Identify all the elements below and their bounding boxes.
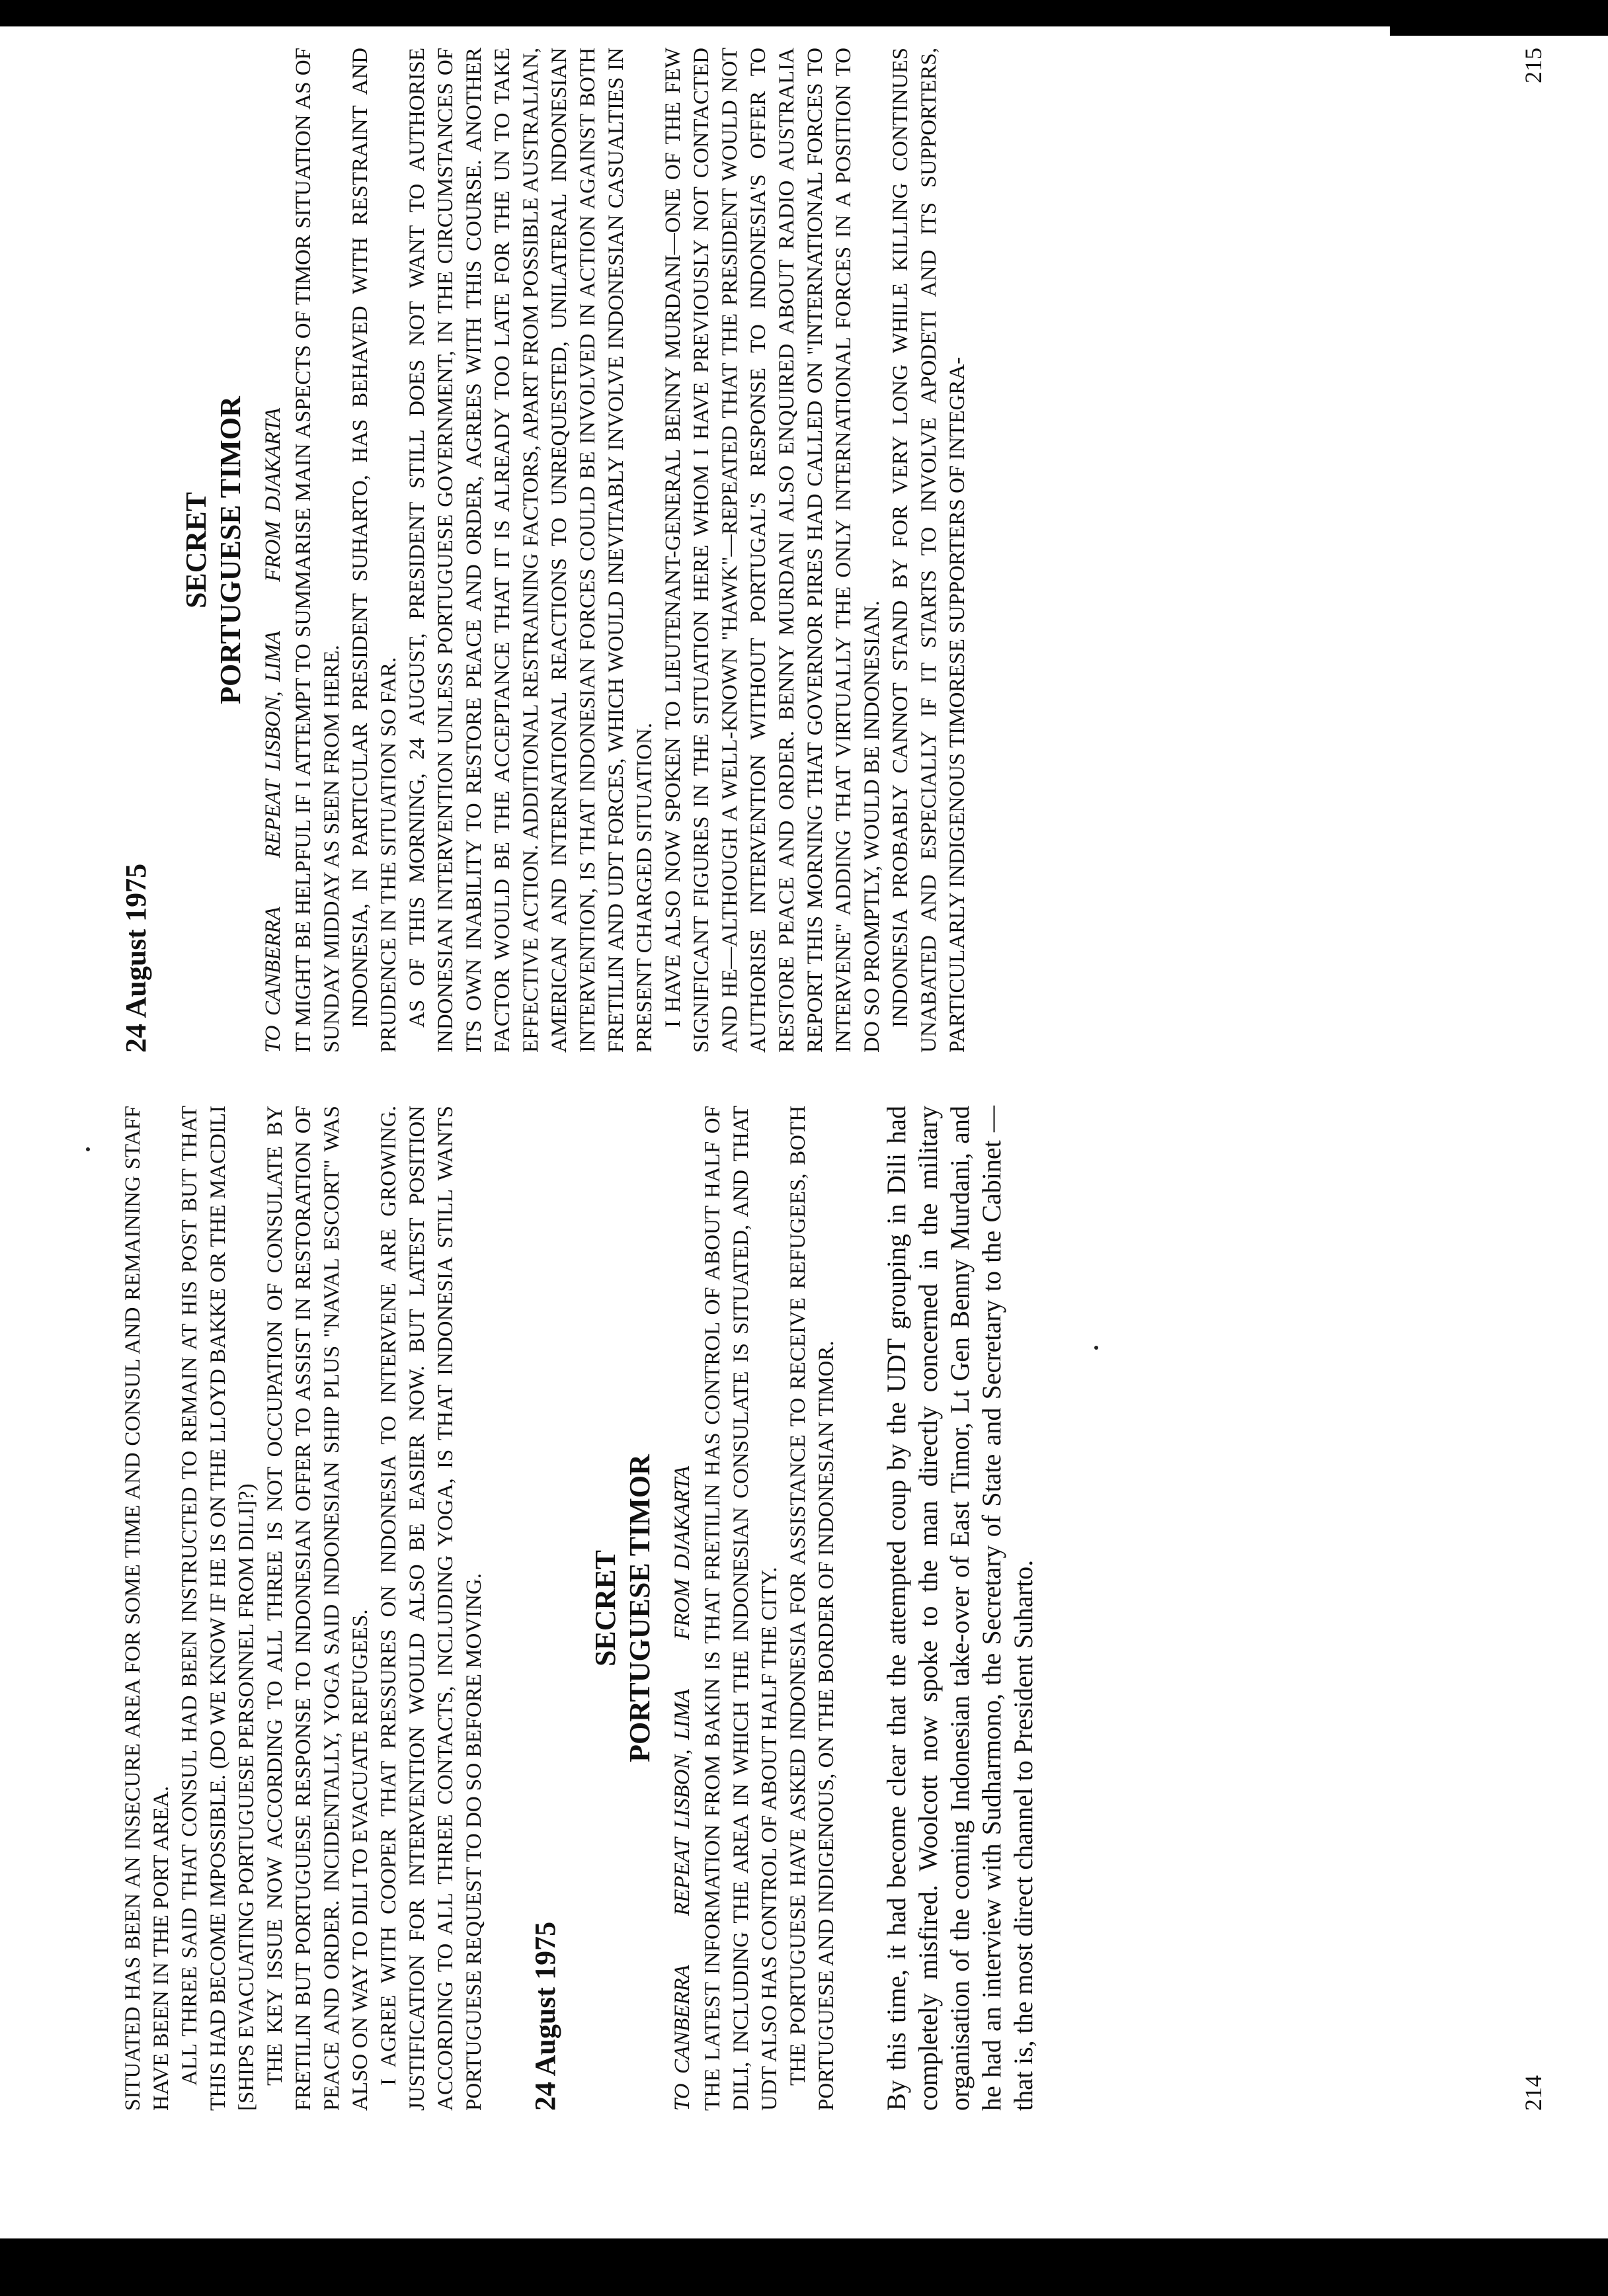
- paragraph: THE LATEST INFORMATION FROM BAKIN IS THAT FRETILIN HAS CONTROL OF ABOUT HALF OF DILI, INCLUDING THE AREA IN WHICH THE INDONESIAN CONSULATE IS SITUATED, AND THAT UDT ALSO HAS CONTROL OF ABOUT HALF THE CITY.: [701, 1106, 782, 2111]
- routing-from: FROM DJAKARTA: [670, 1465, 694, 1640]
- paragraph: ALL THREE SAID THAT CONSUL HAD BEEN INSTRUCTED TO REMAIN AT HIS POST BUT THAT THIS HAD BECOME IMPOSSIBLE. (DO WE KNOW IF HE IS ON THE LLOYD BAKKE OR THE MACDILI [SHIPS EVACUATING PORTUGUESE PERSONNEL FROM DILI]?): [178, 1106, 259, 2111]
- paragraph: INDONESIA, IN PARTICULAR PRESIDENT SUHARTO, HAS BEHAVED WITH RESTRAINT AND PRUDENCE IN THE SITUATION SO FAR.: [348, 48, 401, 1053]
- subject: PORTUGUESE TIMOR: [214, 396, 247, 704]
- subject: PORTUGUESE TIMOR: [623, 1454, 656, 1762]
- cable-text: [290, 48, 972, 1053]
- routing-repeat: REPEAT LISBON, LIMA: [670, 1689, 694, 1916]
- cable-heading: [588, 1106, 657, 2111]
- commentary-text: By this time, it had become clear that the attempted coup by the UDT grouping in Dili had completely misfired. Woolcott now spoke to the man directly concerned in the military organisation of the coming Indonesian take-over of East Timor, Lt Gen Benny Murdani, and he had an interview with Sudharmono, the Secretary of State and Secretary to the Cabinet — that is, the most direct channel to President Suharto.: [881, 1106, 1038, 2111]
- paragraph: THE PORTUGUESE HAVE ASKED INDONESIA FOR ASSISTANCE TO RECEIVE REFUGEES, BOTH PORTUGUESE AND INDIGENOUS, ON THE BORDER OF INDONESIAN TIMOR.: [786, 1106, 838, 2111]
- page-number: 215: [1520, 48, 1547, 83]
- classification: SECRET: [589, 1549, 622, 1667]
- routing-repeat: REPEAT LISBON, LIMA: [261, 631, 285, 858]
- paragraph: IT MIGHT BE HELPFUL IF I ATTEMPT TO SUMMARISE MAIN ASPECTS OF TIMOR SITUATION AS OF SUNDAY MIDDAY AS SEEN FROM HERE.: [292, 48, 344, 1053]
- routing-line: [261, 48, 286, 1053]
- routing-from: FROM DJAKARTA: [261, 407, 285, 582]
- routing-to: TO CANBERRA: [261, 907, 285, 1053]
- cable-date: 24 August 1975: [529, 1921, 561, 2111]
- paragraph: SITUATED HAS BEEN AN INSECURE AREA FOR SOME TIME AND CONSUL AND REMAINING STAFF HAVE BEEN IN THE PORT AREA.: [121, 1106, 173, 2111]
- cable-text: [699, 1106, 841, 2111]
- page-215: [119, 48, 1574, 1053]
- routing-line: [670, 1106, 695, 2111]
- paragraph: AS OF THIS MORNING, 24 AUGUST, PRESIDENT STILL DOES NOT WANT TO AUTHORISE INDONESIAN INTERVENTION UNLESS PORTUGUESE GOVERNMENT, IN THE CIRCUMSTANCES OF ITS OWN INABILITY TO RESTORE PEACE AND ORDER, AGREES WITH THIS COURSE. ANOTHER FACTOR WOULD BE THE ACCEPTANCE THAT IT IS ALREADY TOO LATE FOR THE UN TO TAKE EFFECTIVE ACTION. ADDITIONAL RESTRAINING FACTORS, APART FROM POSSIBLE AUSTRALIAN, AMERICAN AND INTERNATIONAL REACTIONS TO UNREQUESTED, UNILATERAL INDONESIAN INTERVENTION, IS THAT INDONESIAN FORCES COULD BE INVOLVED IN ACTION AGAINST BOTH FRETILIN AND UDT FORCES, WHICH WOULD INEVITABLY INVOLVE INDONESIAN CASUALTIES IN PRESENT CHARGED SITUATION.: [405, 48, 657, 1053]
- page-number: 214: [1520, 2075, 1547, 2111]
- continuation-text: [119, 1106, 489, 2111]
- routing-to: TO CANBERRA: [670, 1965, 694, 2111]
- cable-heading: [179, 48, 248, 1053]
- paragraph: THE KEY ISSUE NOW ACCORDING TO ALL THREE IS NOT OCCUPATION OF CONSULATE BY FRETILIN BUT PORTUGUESE RESPONSE TO INDONESIAN OFFER TO ASSIST IN RESTORATION OF PEACE AND ORDER. INCIDENTALLY, YOGA SAID INDONESIAN SHIP PLUS "NAVAL ESCORT" WAS ALSO ON WAY TO DILI TO EVACUATE REFUGEES.: [263, 1106, 372, 2111]
- classification: SECRET: [180, 491, 212, 609]
- page-214: [119, 1106, 1574, 2111]
- cable-date: 24 August 1975: [120, 863, 152, 1053]
- paragraph: I HAVE ALSO NOW SPOKEN TO LIEUTENANT-GENERAL BENNY MURDANI—ONE OF THE FEW SIGNIFICANT FIGURES IN THE SITUATION HERE WHOM I HAVE PREVIOUSLY NOT CONTACTED AND HE—ALTHOUGH A WELL-KNOWN "HAWK"—REPEATED THAT THE PRESIDENT WOULD NOT AUTHORISE INTERVENTION WITHOUT PORTUGAL'S RESPONSE TO INDONESIA'S OFFER TO RESTORE PEACE AND ORDER. BENNY MURDANI ALSO ENQUIRED ABOUT RADIO AUSTRALIA REPORT THIS MORNING THAT GOVERNOR PIRES HAD CALLED ON "INTERNATIONAL FORCES TO INTERVENE" ADDING THAT VIRTUALLY THE ONLY INTERNATIONAL FORCES IN A POSITION TO DO SO PROMPTLY, WOULD BE INDONESIAN.: [661, 48, 884, 1053]
- paragraph: I AGREE WITH COOPER THAT PRESSURES ON INDONESIA TO INTERVENE ARE GROWING. JUSTIFICATION FOR INTERVENTION WOULD ALSO BE EASIER NOW. BUT LATEST POSITION ACCORDING TO ALL THREE CONTACTS, INCLUDING YOGA, IS THAT INDONESIA STILL WANTS PORTUGUESE REQUEST TO DO SO BEFORE MOVING.: [377, 1106, 486, 2111]
- paragraph: INDONESIA PROBABLY CANNOT STAND BY FOR VERY LONG WHILE KILLING CONTINUES UNABATED AND ESPECIALLY IF IT STARTS TO INVOLVE APODETI AND ITS SUPPORTERS, PARTICULARLY INDIGENOUS TIMORESE SUPPORTERS OF INTEGRA-: [889, 48, 969, 1053]
